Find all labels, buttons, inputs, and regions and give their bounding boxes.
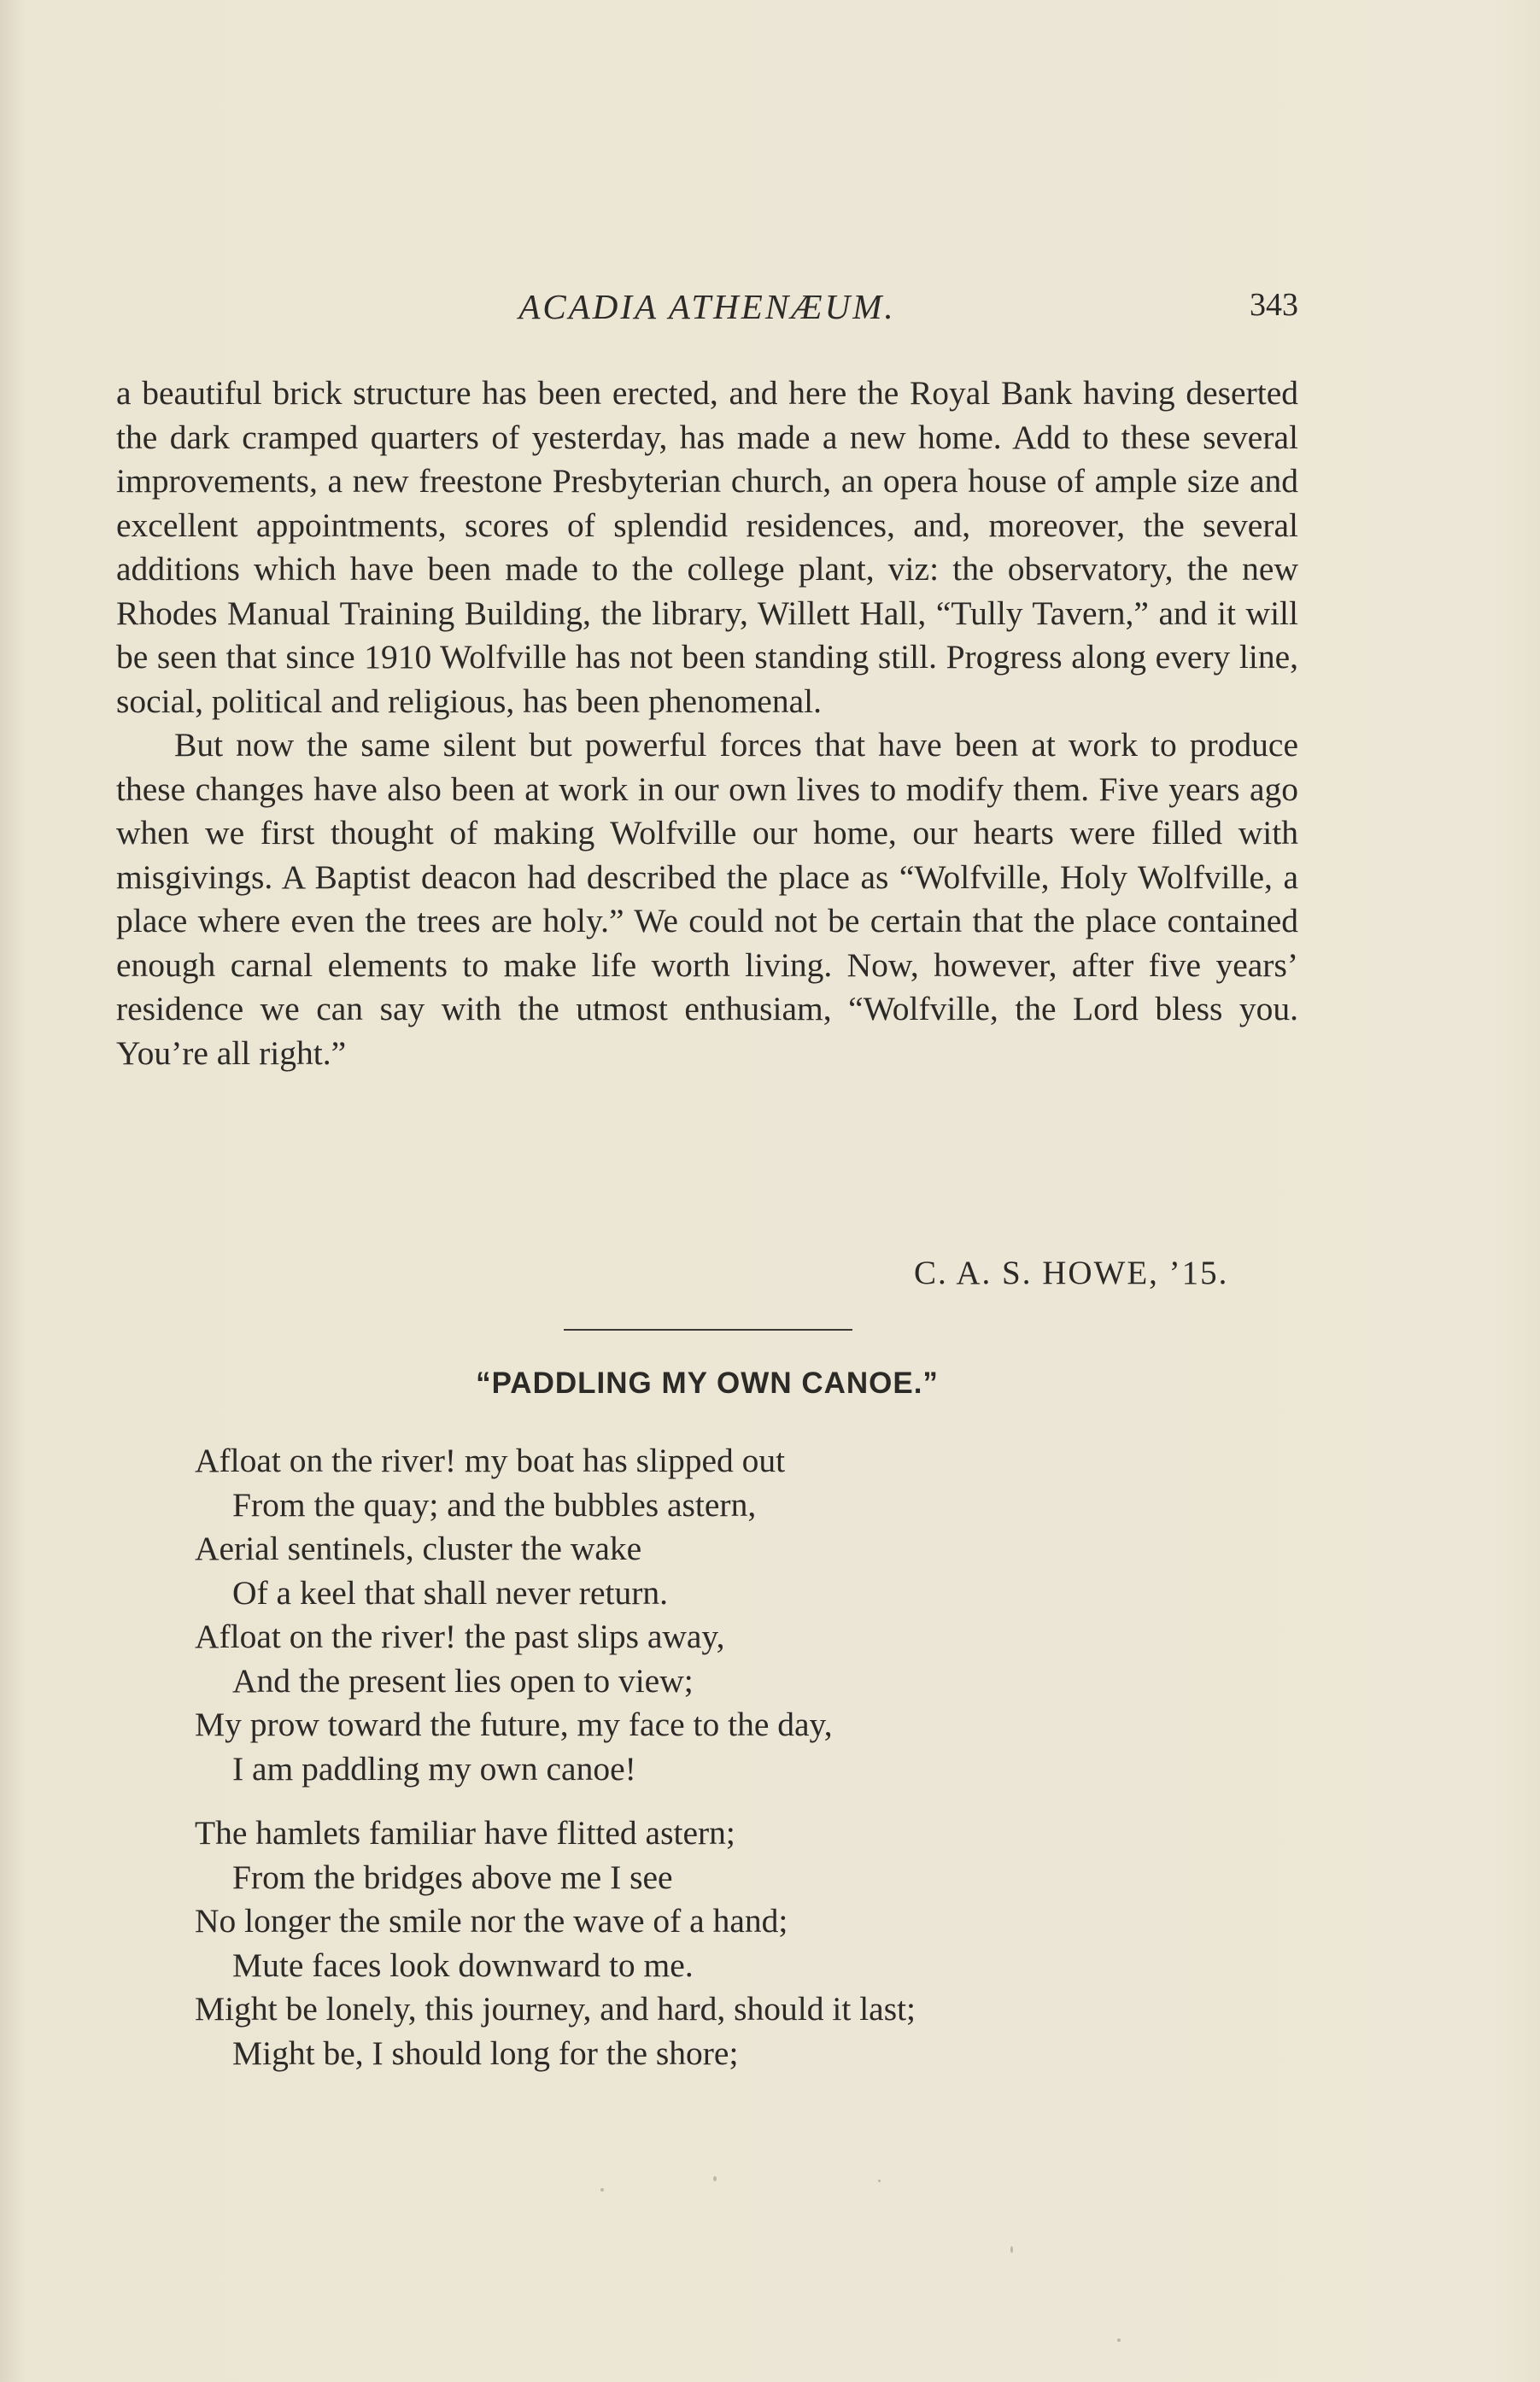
section-divider — [564, 1329, 852, 1331]
poem-line: Might be lonely, this journey, and hard, should it last; — [195, 1990, 916, 2028]
poem-line: Afloat on the river! the past slips away, — [195, 1618, 725, 1655]
poem-line: Might be, I should long for the shore; — [232, 2034, 739, 2072]
poem-line: From the bridges above me I see — [232, 1858, 673, 1896]
paragraph: a beautiful brick structure has been erected, and here the Royal Bank having deserted the dark cramped quarters of yesterday, has made a new home. Add to these several improvements, a new freestone Presbyterian church, an opera house of ample size and excellent appointments, scores of splendid residences, and, moreover, the several additions which have been made to the college plant, viz: the observatory, the new Rhodes Manual Training Building, the library, Willett Hall, “Tully Tavern,” and it will be seen that since 1910 Wolfville has not been standing still. Progress along every line, social, political and religious, has been phenomenal. — [116, 374, 1298, 720]
poem-line: I am paddling my own canoe! — [232, 1749, 636, 1788]
page-number: 343 — [1250, 287, 1298, 323]
poem-line: No longer the smile nor the wave of a hand; — [195, 1902, 788, 1940]
paper-speck — [600, 2188, 604, 2192]
poem-line: Mute faces look downward to me. — [232, 1946, 694, 1984]
poem-stanza — [195, 1811, 916, 2075]
poem-line: The hamlets familiar have flitted astern; — [195, 1814, 735, 1852]
running-header — [116, 286, 1298, 337]
paragraph: But now the same silent but powerful forces that have been at work to produce these changes have also been at work in our own lives to modify them. Five years ago when we first thought of making Wolfville our home, our hearts were filled with misgivings. A Baptist deacon had described the place as “Wolfville, Holy Wolfville, a place where even the trees are holy.” We could not be certain that the place contained enough carnal elements to make life worth living. Now, however, after five years’ residence we can say with the utmost enthusiam, “Wolfville, the Lord bless you. You’re all right.” — [116, 726, 1298, 1072]
paper-speck — [878, 2180, 881, 2182]
poem-title: “PADDLING MY OWN CANOE.” — [476, 1367, 939, 1400]
poem-line: My prow toward the future, my face to the day, — [195, 1706, 833, 1743]
essay-text — [116, 372, 1298, 1075]
poem-stanza — [195, 1439, 916, 1791]
paper-speck — [1010, 2246, 1013, 2253]
poem-line: Aerial sentinels, cluster the wake — [195, 1530, 642, 1567]
poem-line: Of a keel that shall never return. — [232, 1573, 668, 1612]
paper-speck — [1117, 2338, 1121, 2342]
poem — [195, 1439, 916, 2096]
poem-line: Afloat on the river! my boat has slipped out — [195, 1442, 786, 1479]
author-signature: C. A. S. HOWE, ’15. — [914, 1255, 1229, 1291]
running-title: ACADIA ATHENÆUM. — [518, 287, 896, 326]
poem-line: From the quay; and the bubbles astern, — [232, 1485, 757, 1524]
paper-speck — [713, 2176, 717, 2181]
poem-line: And the present lies open to view; — [232, 1661, 694, 1700]
